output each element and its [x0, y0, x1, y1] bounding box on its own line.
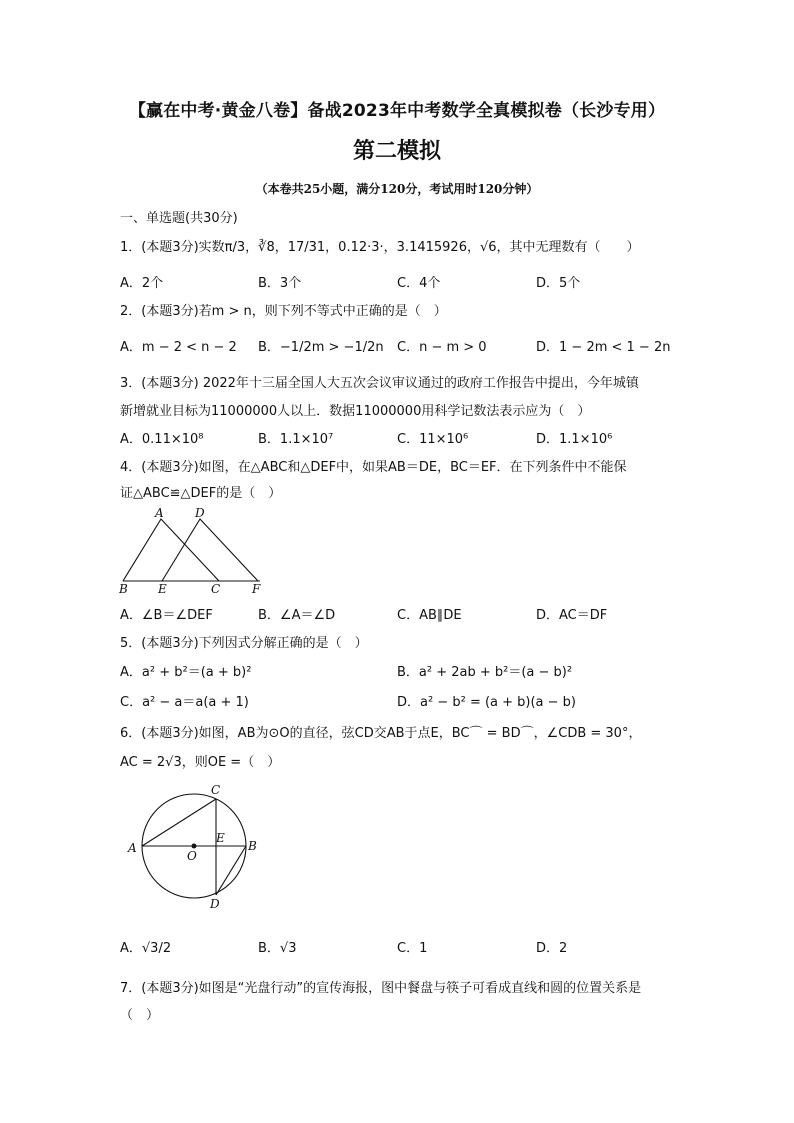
question-3-stem-line2: 新增就业目标为11000000人以上．数据11000000用科学记数法表示应为（ ）	[120, 404, 591, 419]
q4-option-d[interactable]: D．AC＝DF	[536, 608, 608, 623]
triangles-figure	[115, 505, 275, 595]
q6-option-b[interactable]: B．√3	[258, 941, 297, 956]
q6-option-d[interactable]: D．2	[536, 941, 568, 956]
q2-option-d[interactable]: D．1 − 2m < 1 − 2n	[536, 340, 671, 355]
circle-figure	[124, 780, 269, 915]
label-e: E	[158, 582, 167, 595]
q5-option-a[interactable]: A．a² + b²＝(a + b)²	[120, 665, 252, 680]
q5-option-d[interactable]: D．a² − b² = (a + b)(a − b)	[397, 695, 577, 710]
q3-option-b[interactable]: B．1.1×10⁷	[258, 432, 334, 447]
question-3-stem-line1: 3．(本题3分) 2022年十三届全国人大五次会议审议通过的政府工作报告中提出，今年城镇	[120, 376, 639, 391]
q3-option-c[interactable]: C．11×10⁶	[397, 432, 469, 447]
question-2-stem: 2．(本题3分)若m > n，则下列不等式中正确的是（ ）	[120, 304, 447, 319]
q3-option-a[interactable]: A．0.11×10⁸	[120, 432, 204, 447]
question-5-stem: 5．(本题3分)下列因式分解正确的是（ ）	[120, 636, 368, 651]
q6-option-c[interactable]: C．1	[397, 941, 428, 956]
question-7-stem-line2: （ ）	[120, 1008, 160, 1023]
q4-option-c[interactable]: C．AB∥DE	[397, 608, 462, 623]
question-6-stem-line2: AC = 2√3，则OE =（ ）	[120, 755, 281, 770]
exam-note: （本卷共25小题，满分120分，考试用时120分钟）	[255, 182, 539, 196]
label-b: B	[119, 582, 128, 595]
chord-db	[216, 846, 246, 895]
label-c: C	[211, 783, 221, 797]
section-heading: 一、单选题(共30分)	[120, 211, 238, 226]
q1-option-a[interactable]: A．2个	[120, 276, 164, 291]
q1-option-b[interactable]: B．3个	[258, 276, 302, 291]
q4-option-a[interactable]: A．∠B＝∠DEF	[120, 608, 213, 623]
center-o-dot	[192, 844, 197, 849]
q3-option-d[interactable]: D．1.1×10⁶	[536, 432, 613, 447]
exam-subtitle: 第二模拟	[352, 139, 441, 164]
label-d: D	[210, 897, 220, 911]
exam-title: 【赢在中考·黄金八卷】备战2023年中考数学全真模拟卷（长沙专用）	[128, 101, 666, 121]
q4-option-b[interactable]: B．∠A＝∠D	[258, 608, 336, 623]
label-o: O	[187, 849, 197, 863]
q2-option-c[interactable]: C．n − m > 0	[397, 340, 487, 355]
chord-ac	[142, 799, 216, 846]
question-4-stem-line2: 证△ABC≌△DEF的是（ ）	[120, 486, 282, 501]
label-a: A	[155, 506, 164, 520]
label-b: B	[248, 839, 257, 853]
question-4-stem-line1: 4．(本题3分)如图，在△ABC和△DEF中，如果AB＝DE，BC＝EF．在下列条件中不能保	[120, 460, 627, 475]
question-7-stem-line1: 7．(本题3分)如图是“光盘行动”的宣传海报，图中餐盘与筷子可看成直线和圆的位置关系是	[120, 981, 642, 996]
triangle-abc	[123, 519, 219, 581]
label-f: F	[252, 582, 261, 595]
label-d: D	[195, 506, 205, 520]
question-6-stem-line1: 6．(本题3分)如图，AB为⊙O的直径，弦CD交AB于点E，BC⌒ = BD⌒，∠CDB = 30°，	[120, 726, 642, 741]
q2-option-b[interactable]: B．−1/2m > −1/2n	[258, 340, 384, 355]
q5-option-c[interactable]: C．a² − a＝a(a + 1)	[120, 695, 249, 710]
q1-option-d[interactable]: D．5个	[536, 276, 581, 291]
q1-option-c[interactable]: C．4个	[397, 276, 441, 291]
q5-option-b[interactable]: B．a² + 2ab + b²＝(a − b)²	[397, 665, 573, 680]
q2-option-a[interactable]: A．m − 2 < n − 2	[120, 340, 237, 355]
label-c: C	[211, 582, 221, 595]
label-e: E	[216, 831, 225, 845]
q6-option-a[interactable]: A．√3/2	[120, 941, 172, 956]
label-a: A	[128, 841, 137, 855]
question-1-stem: 1．(本题3分)实数π/3，∛8，17/31，0.12·3·，3.1415926，√6，其中无理数有（ ）	[120, 240, 640, 255]
